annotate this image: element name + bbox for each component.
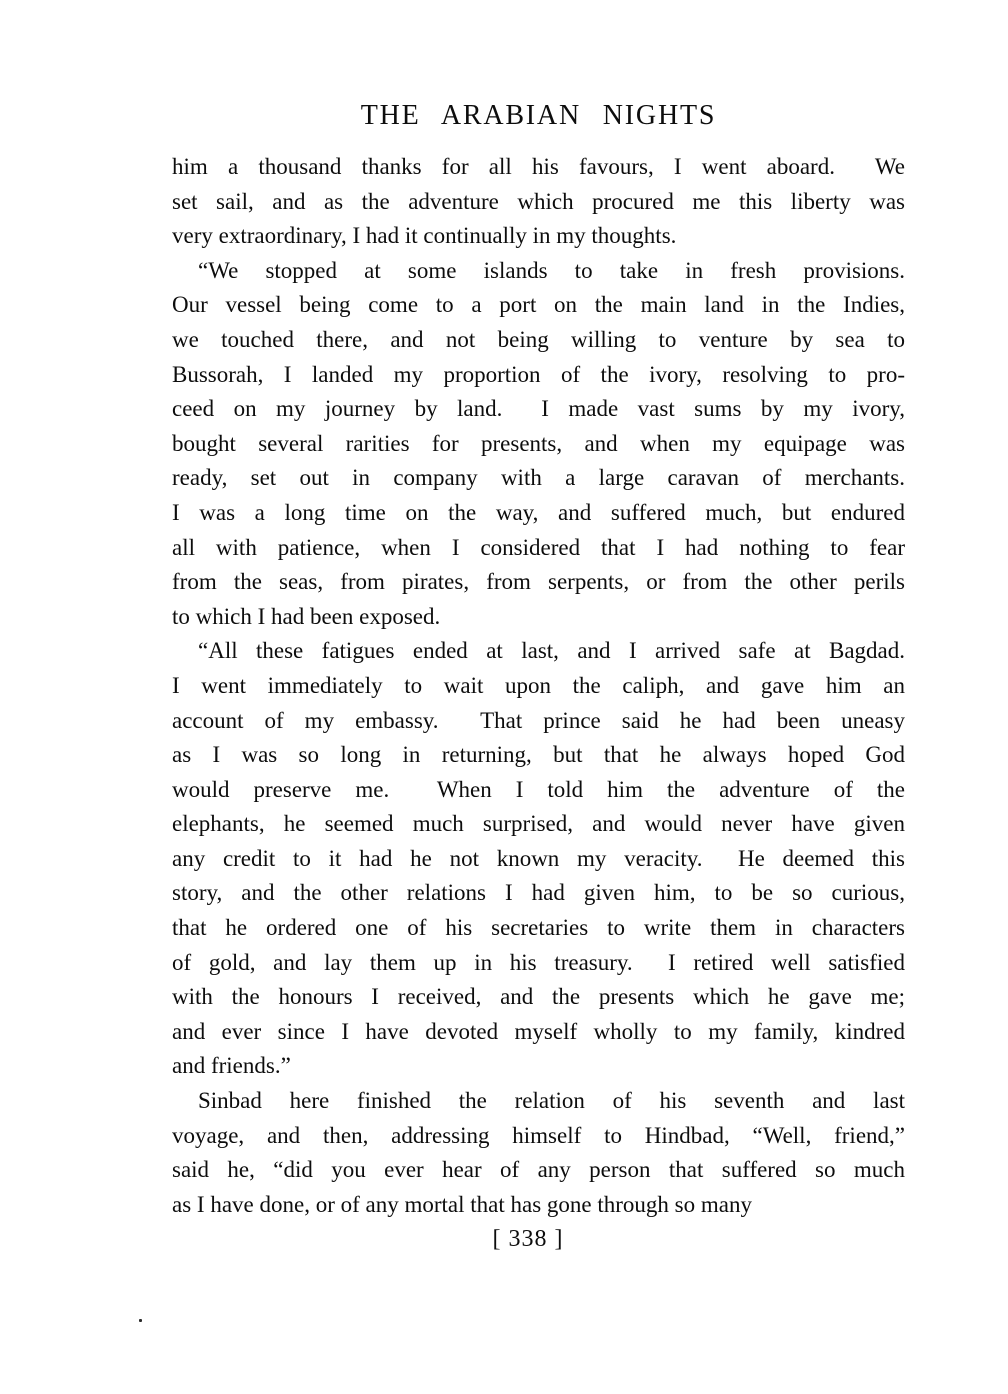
- text-line: Sinbad here finished the relation of his seventh and last: [198, 1088, 905, 1114]
- text-line: story, and the other relations I had given him, to be so curious,: [172, 880, 905, 906]
- text-line: with the honours I received, and the presents which he gave me;: [172, 984, 905, 1010]
- text-line: elephants, he seemed much surprised, and would never have given: [172, 811, 905, 837]
- paragraph: [172, 1084, 905, 1222]
- text-line: any credit to it had he not known my veracity. He deemed this: [172, 845, 905, 871]
- text-line: very extraordinary, I had it continually in my thoughts.: [172, 223, 677, 249]
- page-title: THE ARABIAN NIGHTS: [360, 100, 717, 131]
- text-line: as I was so long in returning, but that he always hoped God: [172, 742, 905, 768]
- text-line: would preserve me. When I told him the adventure of the: [172, 776, 905, 802]
- text-line: account of my embassy. That prince said he had been uneasy: [172, 707, 905, 733]
- text-line: I went immediately to wait upon the caliph, and gave him an: [172, 672, 905, 698]
- text-line: ceed on my journey by land. I made vast sums by my ivory,: [172, 396, 905, 422]
- paragraph: [172, 150, 905, 254]
- paragraph: [172, 634, 905, 1084]
- text-line: bought several rarities for presents, and when my equipage was: [172, 430, 905, 456]
- scan-speck: [139, 1319, 142, 1322]
- text-line: Our vessel being come to a port on the main land in the Indies,: [172, 292, 905, 318]
- text-line: and ever since I have devoted myself wholly to my family, kindred: [172, 1018, 905, 1044]
- text-line: said he, “did you ever hear of any person that suffered so much: [172, 1157, 905, 1183]
- text-line: voyage, and then, addressing himself to Hindbad, “Well, friend,”: [172, 1122, 905, 1148]
- text-line: from the seas, from pirates, from serpents, or from the other perils: [172, 569, 905, 595]
- page-number: [ 338 ]: [492, 1226, 564, 1252]
- text-line: I was a long time on the way, and suffered much, but endured: [172, 499, 905, 525]
- text-line: we touched there, and not being willing to venture by sea to: [172, 326, 905, 352]
- text-line: him a thousand thanks for all his favours, I went aboard. We: [172, 154, 905, 179]
- text-line: of gold, and lay them up in his treasury. I retired well satisfied: [172, 949, 905, 975]
- text-line: as I have done, or of any mortal that has gone through so many: [172, 1191, 752, 1217]
- text-line: “We stopped at some islands to take in fresh provisions.: [198, 257, 905, 283]
- text-line: set sail, and as the adventure which procured me this liberty was: [172, 188, 905, 214]
- text-line: to which I had been exposed.: [172, 603, 441, 629]
- text-line: all with patience, when I considered that I had nothing to fear: [172, 534, 905, 560]
- paragraph: [172, 254, 905, 635]
- text-line: Bussorah, I landed my proportion of the ivory, resolving to pro-: [172, 361, 905, 387]
- text-line: and friends.”: [172, 1053, 291, 1079]
- body-text: [172, 150, 905, 1222]
- text-line: “All these fatigues ended at last, and I arrived safe at Bagdad.: [198, 638, 905, 664]
- text-line: ready, set out in company with a large caravan of merchants.: [172, 465, 905, 491]
- text-line: that he ordered one of his secretaries to write them in characters: [172, 915, 905, 941]
